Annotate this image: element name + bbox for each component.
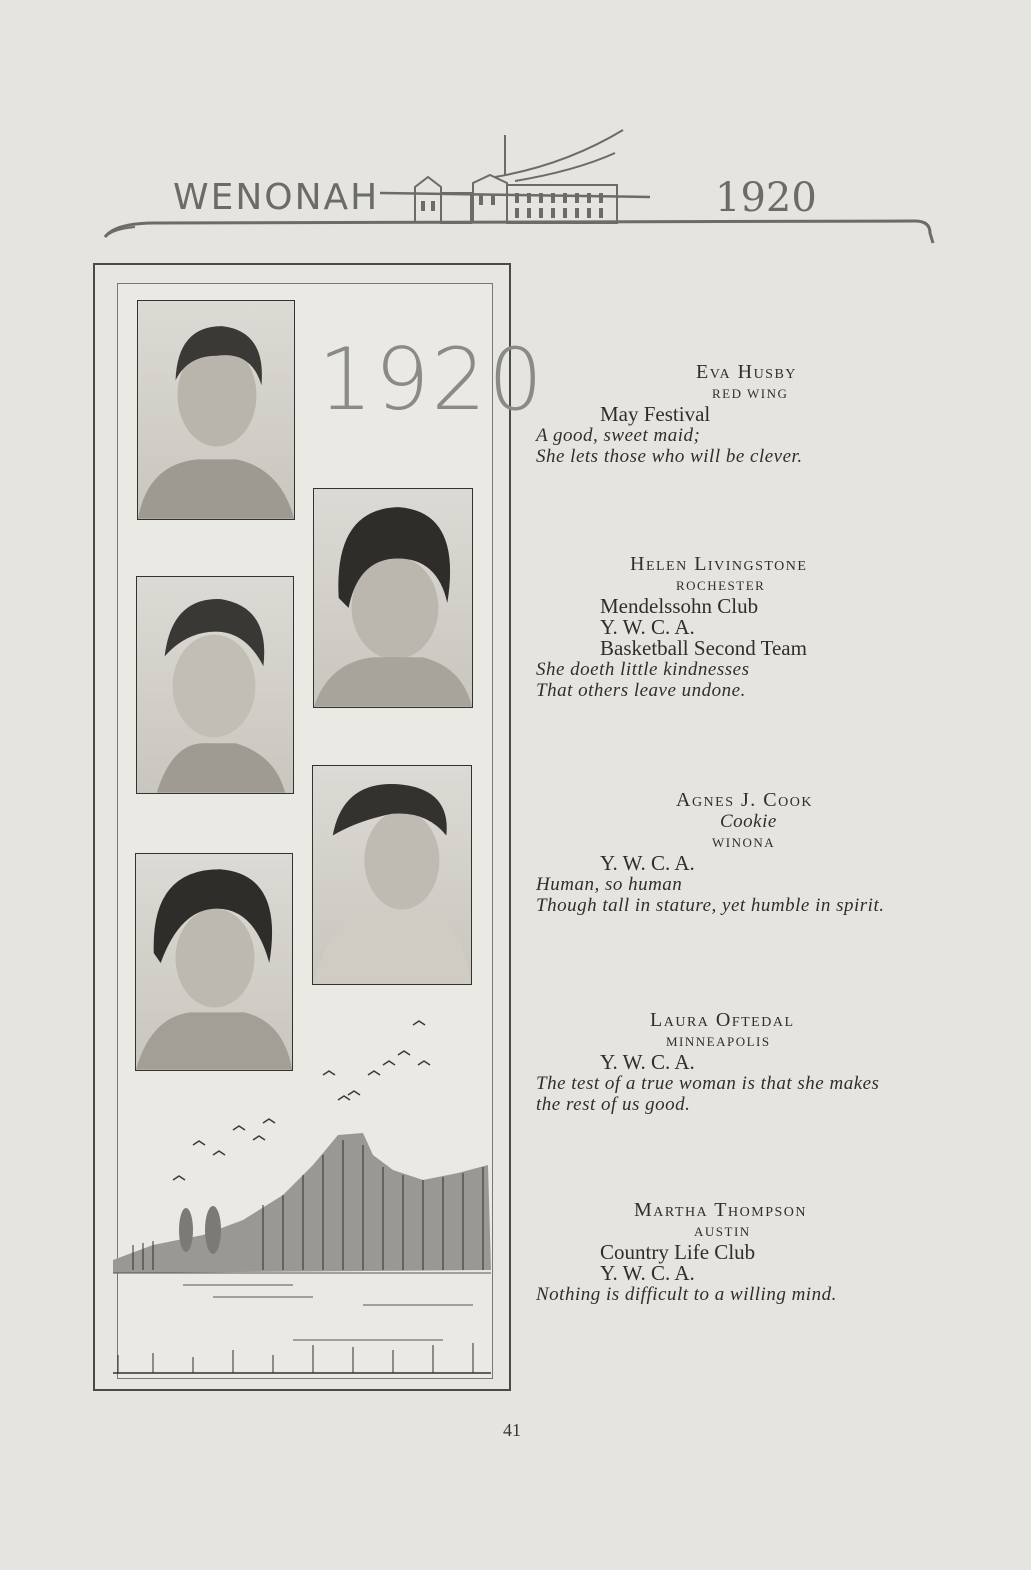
student-hometown: AUSTIN [694, 1224, 751, 1239]
panel-year: 1920 [318, 330, 545, 430]
quote-line: Human, so human [536, 874, 683, 895]
quote-line: Nothing is difficult to a willing mind. [536, 1284, 837, 1305]
quote-line: That others leave undone. [536, 680, 746, 701]
student-activity: Y. W. C. A. [600, 1261, 695, 1285]
student-name: Martha Thompson [634, 1199, 807, 1221]
student-name: Eva Husby [696, 361, 797, 383]
portrait-agnes-cook [136, 576, 294, 794]
quote-line: the rest of us good. [536, 1094, 691, 1115]
entry-eva-husby [536, 362, 803, 467]
student-activity: Country Life Club [600, 1240, 756, 1264]
student-hometown: MINNEAPOLIS [666, 1034, 771, 1049]
quote-line: She lets those who will be clever. [536, 446, 803, 467]
student-activity: Y. W. C. A. [600, 851, 695, 875]
quote-line: A good, sweet maid; [536, 425, 701, 446]
student-hometown: ROCHESTER [676, 578, 766, 593]
portrait-helen-livingstone [313, 488, 473, 708]
student-activity: Basketball Second Team [600, 636, 807, 660]
yearbook-year: 1920 [715, 175, 817, 221]
student-activity: Y. W. C. A. [600, 615, 695, 639]
page-number: 41 [503, 1420, 521, 1440]
entry-agnes-cook [536, 790, 885, 916]
entry-martha-thompson [536, 1200, 837, 1305]
student-hometown: RED WING [712, 386, 789, 401]
portrait-laura-oftedal [312, 765, 472, 985]
quote-line: She doeth little kindnesses [536, 659, 750, 680]
student-nickname: Cookie [720, 811, 777, 832]
quote-line: The test of a true woman is that she makes [536, 1073, 880, 1094]
student-name: Laura Oftedal [650, 1009, 795, 1031]
student-activity: May Festival [600, 402, 711, 426]
student-name: Agnes J. Cook [676, 789, 813, 811]
student-name: Helen Livingstone [630, 553, 808, 575]
student-hometown: WINONA [712, 835, 776, 850]
river-bluff-landscape-drawing [113, 1005, 493, 1377]
yearbook-title: WENONAH [173, 177, 380, 218]
portrait-eva-husby [137, 300, 295, 520]
student-activity: Mendelssohn Club [600, 594, 759, 618]
student-activity: Y. W. C. A. [600, 1050, 695, 1074]
entry-helen-livingstone [536, 554, 807, 701]
entry-laura-oftedal [536, 1010, 879, 1115]
page-header [95, 125, 935, 250]
quote-line: Though tall in stature, yet humble in spirit. [536, 895, 885, 916]
